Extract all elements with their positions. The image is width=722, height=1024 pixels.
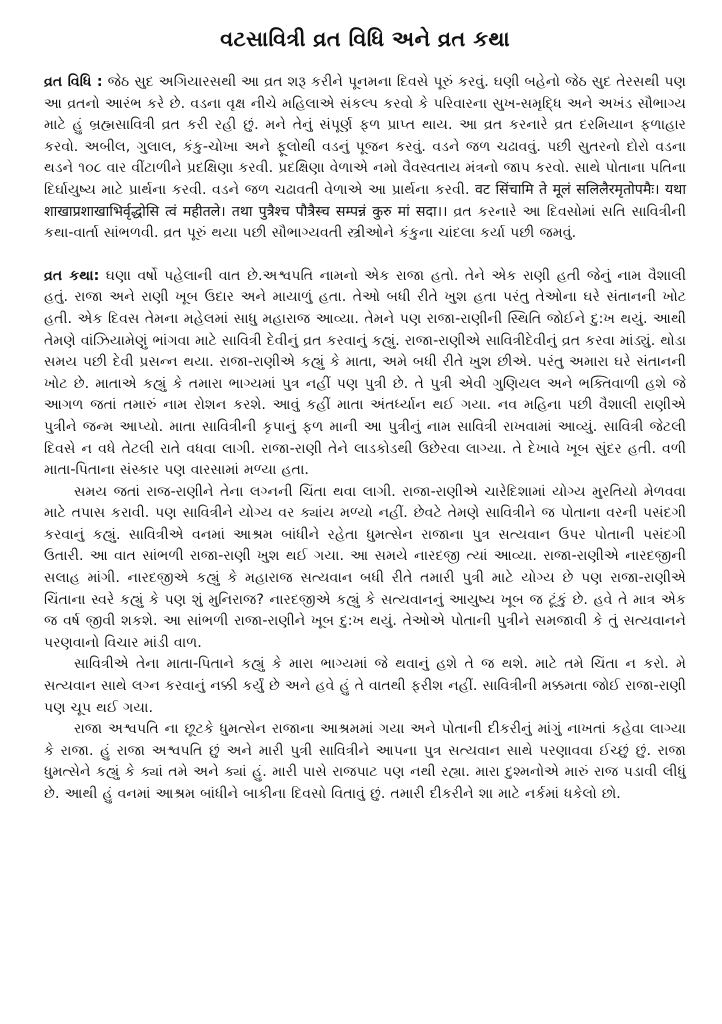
vrat-katha-paragraph-2: સમય જતાં રાજ-રાણીને તેના લગ્નની ચિંતા થવા લાગી. રાજા-રાણીએ ચારેદિશામાં યોગ્ય મુરતિયો મેળવવા માટે તપાસ કરાવી. પણ સાવિત્રીને યોગ્ય વર ક્યાંય મળ્યો નહીં. છેવટે તેમણે સાવિત્રીને જ પોતાના વરની પસંદગી કરવાનું કહ્યું. સાવિત્રીએ વનમાં આશ્રમ બાંધીને રહેતા ધુમત્સેન રાજાના પુત્ર સત્યવાન ઉપર પોતાની પસંદગી ઉતારી. આ વાત સાંભળી રાજા-રાણી ખુશ થઈ ગયા. આ સમયે નારદજી ત્યાં આવ્યા. રાજા-રાણીએ નારદજીની સલાહ માંગી. નારદજીએ કહ્યું કે મહારાજ સત્યવાન બધી રીતે તમારી પુત્રી માટે યોગ્ય છે પણ રાજા-રાણીએ ચિંતાના સ્વરે કહ્યું કે પણ શું મુનિરાજ? નારદજીએ કહ્યું કે સત્યવાનનું આયુષ્ય ખૂબ જ ટૂંકું છે. હવે તે માત્ર એક જ વર્ષ જીવી શકશે. આ સાંભળી રાજા-રાણીને ખૂબ દુ:ખ થયું. તેઓએ પોતાની પુત્રીને સમજાવી કે તું સત્યવાનને પરણવાનો વિચાર માંડી વાળ. bbox=[44, 483, 686, 651]
vrat-vidhi-label: વ્રત વિધિ : bbox=[44, 74, 103, 90]
vrat-katha-text-1: ઘણા વર્ષો પહેલાની વાત છે.અશ્વપતિ નામનો એક રાજા હતો. તેને એક રાણી હતી જેનું નામ વૈશાલી હતું. રાજા અને રાણી ખૂબ ઉદાર અને માયાળું હતા. તેઓ બધી રીતે ખુશ હતા પરંતુ તેઓના ઘરે સંતાનની ખોટ હતી. એક દિવસ તેમના મહેલમાં સાધુ મહારાજ આવ્યા. તેમને પણ રાજા-રાણીની સ્થિતિ જોઈને દુ:ખ થયું. આથી તેમણે વાંઝિયામેણું ભાંગવા માટે સાવિત્રી દેવીનું વ્રત કરવાનું કહ્યું. રાજા-રાણીએ સાવિત્રીદેવીનું વ્રત કરવા માંડ્યું. થોડા સમય પછી દેવી પ્રસન્ન થયા. રાજા-રાણીએ કહ્યું કે માતા, અમે બધી રીતે ખુશ છીએ. પરંતુ અમારા ઘરે સંતાનની ખોટ છે. માતાએ કહ્યું કે તમારા ભાગ્યમાં પુત્ર નહીં પણ પુત્રી છે. તે પુત્રી એવી ગુણિયલ અને ભક્તિવાળી હશે જે આગળ જતાં તમારું નામ રોશન કરશે. આવું કહીં માતા અંતર્ધ્યાન થઈ ગયા. નવ મહિના પછી વૈશાલી રાણીએ પુત્રીને જન્મ આપ્યો. માતા સાવિત્રીની કૃપાનું ફળ માની આ પુત્રીનું નામ સાવિત્રી રાખવામાં આવ્યું. સાવિત્રી જેટલી દિવસે ન વધે તેટલી રાતે વધવા લાગી. રાજા-રાણી તેને લાડકોડથી ઉછેરવા લાગ્યા. તે દેખાવે ખૂબ સુંદર હતી. વળી માતા-પિતાના સંસ્કાર પણ વારસામાં મળ્યા હતા. bbox=[44, 267, 686, 479]
vrat-katha-paragraph-1 bbox=[44, 266, 686, 482]
vrat-vidhi-section bbox=[44, 72, 686, 245]
vrat-katha-paragraph-3: સાવિત્રીએ તેના માતા-પિતાને કહ્યું કે મારા ભાગ્યમાં જે થવાનું હશે તે જ થશે. માટે તમે ચિંતા ન કરો. મે સત્યવાન સાથે લગ્ન કરવાનું નક્કી કર્યું છે અને હવે હું તે વાતથી ફરીશ નહીં. સાવિત્રીની મક્કમતા જોઈ રાજા-રાણી પણ ચૂપ થઈ ગયા. bbox=[44, 656, 686, 716]
vrat-katha-paragraph-4: રાજા અશ્વપતિ ના છૂટકે ધુમત્સેન રાજાના આશ્રમમાં ગયા અને પોતાની દીકરીનું માંગું નાખતાં કહેવા લાગ્યા કે રાજા. હું રાજા અશ્વપતિ છું અને મારી પુત્રી સાવિત્રીને આપના પુત્ર સત્યવાન સાથે પરણાવવા ઈચ્છું છું. રાજા ધુમત્સેને કહ્યું કે ક્યાં તમે અને ક્યાં હું. મારી પાસે રાજપાટ પણ નથી રહ્યા. મારા દુશ્મનોએ મારું રાજ પડાવી લીધું છે. આથી હું વનમાં આશ્રમ બાંધીને બાકીના દિવસો વિતાવું છું. તમારી દીકરીને શા માટે નર્કમાં ધકેલો છો. bbox=[44, 721, 686, 802]
document-title: વટસાવિત્રી વ્રત વિધિ અને વ્રત કથા bbox=[220, 27, 510, 51]
vrat-vidhi-text: જેઠ સુદ અગિયારસથી આ વ્રત શરૂ કરીને પૂનમના દિવસે પૂરું કરવું. ઘણી બહેનો જેઠ સુદ તેરસથી પણ આ વ્રતનો આરંભ કરે છે. વડના વૃક્ષ નીચે મહિલાએ સંકલ્પ કરવો કે પરિવારના સુખ-સમૃદ્ધિ અને અખંડ સૌભાગ્ય માટે હું બ્રહ્મસાવિત્રી વ્રત કરી રહી છું. મને તેનું સંપૂર્ણ ફળ પ્રાપ્ત થાય. આ વ્રત કરનારે વ્રત દરમિયાન ફળાહાર કરવો. અબીલ, ગુલાલ, કંકુ-ચોખા અને ફૂલોથી વડનું પૂજન કરવું. વડને જળ ચઢાવવું. પછી સુતરનો દોરો વડના થડને ૧૦૮ વાર વીંટાળીને પ્રદક્ષિણા કરવી. પ્રદક્ષિણા વેળાએ નમો વૈવસ્વતાય મંત્રનો જાપ કરવો. સાથે પોતાના પતિના દિર્ઘાયુષ્ય માટે પ્રાર્થના કરવી. વડને જળ ચઢાવતી વેળાએ આ પ્રાર્થના કરવી. वट सिंचामि ते मूलं सलिलैरमृतोपमैः। यथा शाखाप्रशाखाभिर्वृद्धोसि त्वं महीतले। तथा पुत्रैश्च पौत्रैस्च सम्पन्नं कुरु मां सदा।। વ્રત કરનારે આ દિવસોમાં સતિ સાવિત્રીની કથા-વાર્તા સાંભળવી. વ્રત પૂરું થયા પછી સૌભાગ્યવતી સ્ત્રીઓને કંકુના ચાંદલા કર્યા પછી જમવું. bbox=[44, 74, 686, 242]
vrat-katha-label: વ્રત કથા: bbox=[44, 267, 100, 284]
